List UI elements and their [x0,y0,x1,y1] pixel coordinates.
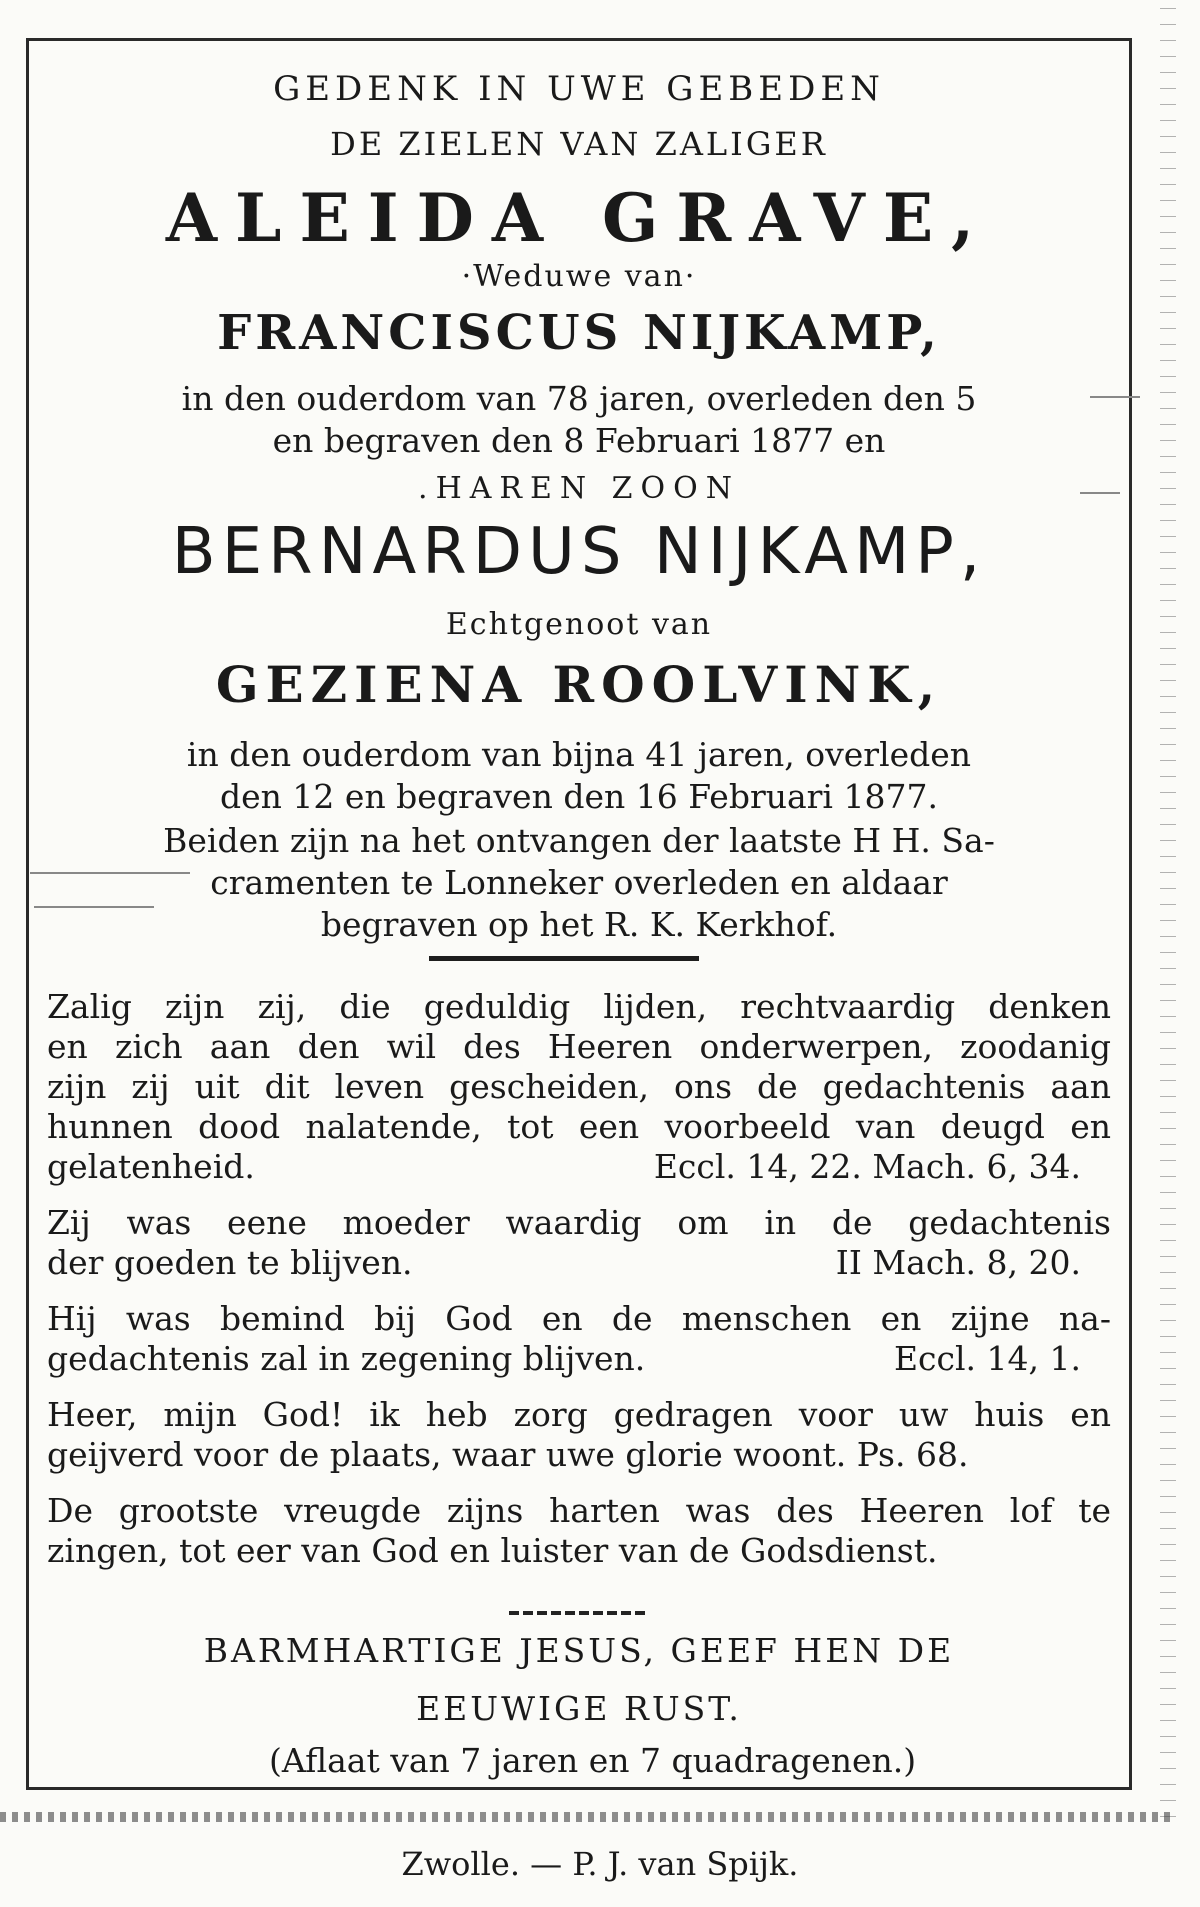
quote-1-line-2: en zich aan den wil des Heeren onderwerpen, zoodanig [47,1027,1111,1066]
quote-1-reference: Eccl. 14, 22. Mach. 6, 34. [653,1147,1081,1186]
torn-edge-right [1160,0,1176,1830]
quote-5-line-1: De grootste vreugde zijns harten was des Heeren lof te [47,1491,1111,1530]
quote-3-line-1: Hij was bemind bij God en de menschen en zijne na- [47,1299,1111,1338]
quote-5-line-2: zingen, tot eer van God en luister van de Godsdienst. [47,1531,938,1570]
deceased-name-1: ALEIDA GRAVE, [165,179,993,257]
deceased-name-2: BERNARDUS NIJKAMP, [171,515,987,589]
sacraments-line-3: begraven op het R. K. Kerkhof. [320,905,838,944]
print-speck [1080,492,1120,494]
prayer-line-2: EEUWIGE RUST. [416,1689,742,1728]
print-speck [34,906,154,908]
intro-line-1: GEDENK IN UWE GEBEDEN [273,69,885,109]
quote-1 [47,987,1111,1187]
divider-rule [429,956,699,961]
sacraments-line-2: cramenten te Lonneker overleden en aldaar [210,863,948,902]
quote-3 [47,1299,1111,1379]
quote-1-line-3: zijn zij uit dit leven gescheiden, ons de gedachtenis aan [47,1067,1111,1106]
indulgence-note: (Aflaat van 7 jaren en 7 quadragenen.) [269,1741,917,1780]
quote-2-line-1: Zij was eene moeder waardig om in de gedachtenis [47,1203,1111,1242]
age-death-line-1: in den ouderdom van 78 jaren, overleden den 5 [181,379,977,418]
quote-2-reference: II Mach. 8, 20. [835,1243,1081,1282]
prayer-line-1: BARMHARTIGE JESUS, GEEF HEN DE [203,1631,955,1670]
print-speck [1090,396,1140,398]
quote-1-line-1: Zalig zijn zij, die geduldig lijden, rechtvaardig denken [47,987,1111,1026]
spouse-of-label: Echtgenoot van [445,607,713,642]
printer-imprint: Zwolle. — P. J. van Spijk. [401,1845,799,1883]
age-death-line-3: in den ouderdom van bijna 41 jaren, overleden [186,735,972,774]
son-label: .HAREN ZOON [418,471,740,506]
quote-2-line-2: der goeden te blijven. [47,1243,413,1282]
quote-3-line-2: gedachtenis zal in zegening blijven. [47,1339,646,1378]
quote-1-line-5: gelatenheid. [47,1147,255,1186]
quote-3-reference: Eccl. 14, 1. [893,1339,1081,1378]
husband-name: FRANCISCUS NIJKAMP, [217,305,941,361]
widow-of-label: ·Weduwe van· [461,259,697,294]
quote-4-line-1: Heer, mijn God! ik heb zorg gedragen voor uw huis en [47,1395,1111,1434]
age-death-line-2: en begraven den 8 Februari 1877 en [272,421,886,460]
quote-4-line-2: geijverd voor de plaats, waar uwe glorie woont. Ps. 68. [47,1435,969,1474]
card-border [26,38,1132,1790]
quote-4 [47,1395,1111,1475]
divider-dashes [509,1611,649,1615]
sacraments-line-1: Beiden zijn na het ontvangen der laatste H H. Sa- [163,821,995,860]
quote-5 [47,1491,1111,1571]
quote-1-line-4: hunnen dood nalatende, tot een voorbeeld van deugd en [47,1107,1111,1146]
print-speck [30,872,190,874]
spouse-name: GEZIENA ROOLVINK, [215,655,943,714]
intro-line-2: DE ZIELEN VAN ZALIGER [330,125,828,163]
age-death-line-4: den 12 en begraven den 16 Februari 1877. [220,777,938,816]
quote-2 [47,1203,1111,1283]
torn-edge-bottom [0,1812,1170,1822]
